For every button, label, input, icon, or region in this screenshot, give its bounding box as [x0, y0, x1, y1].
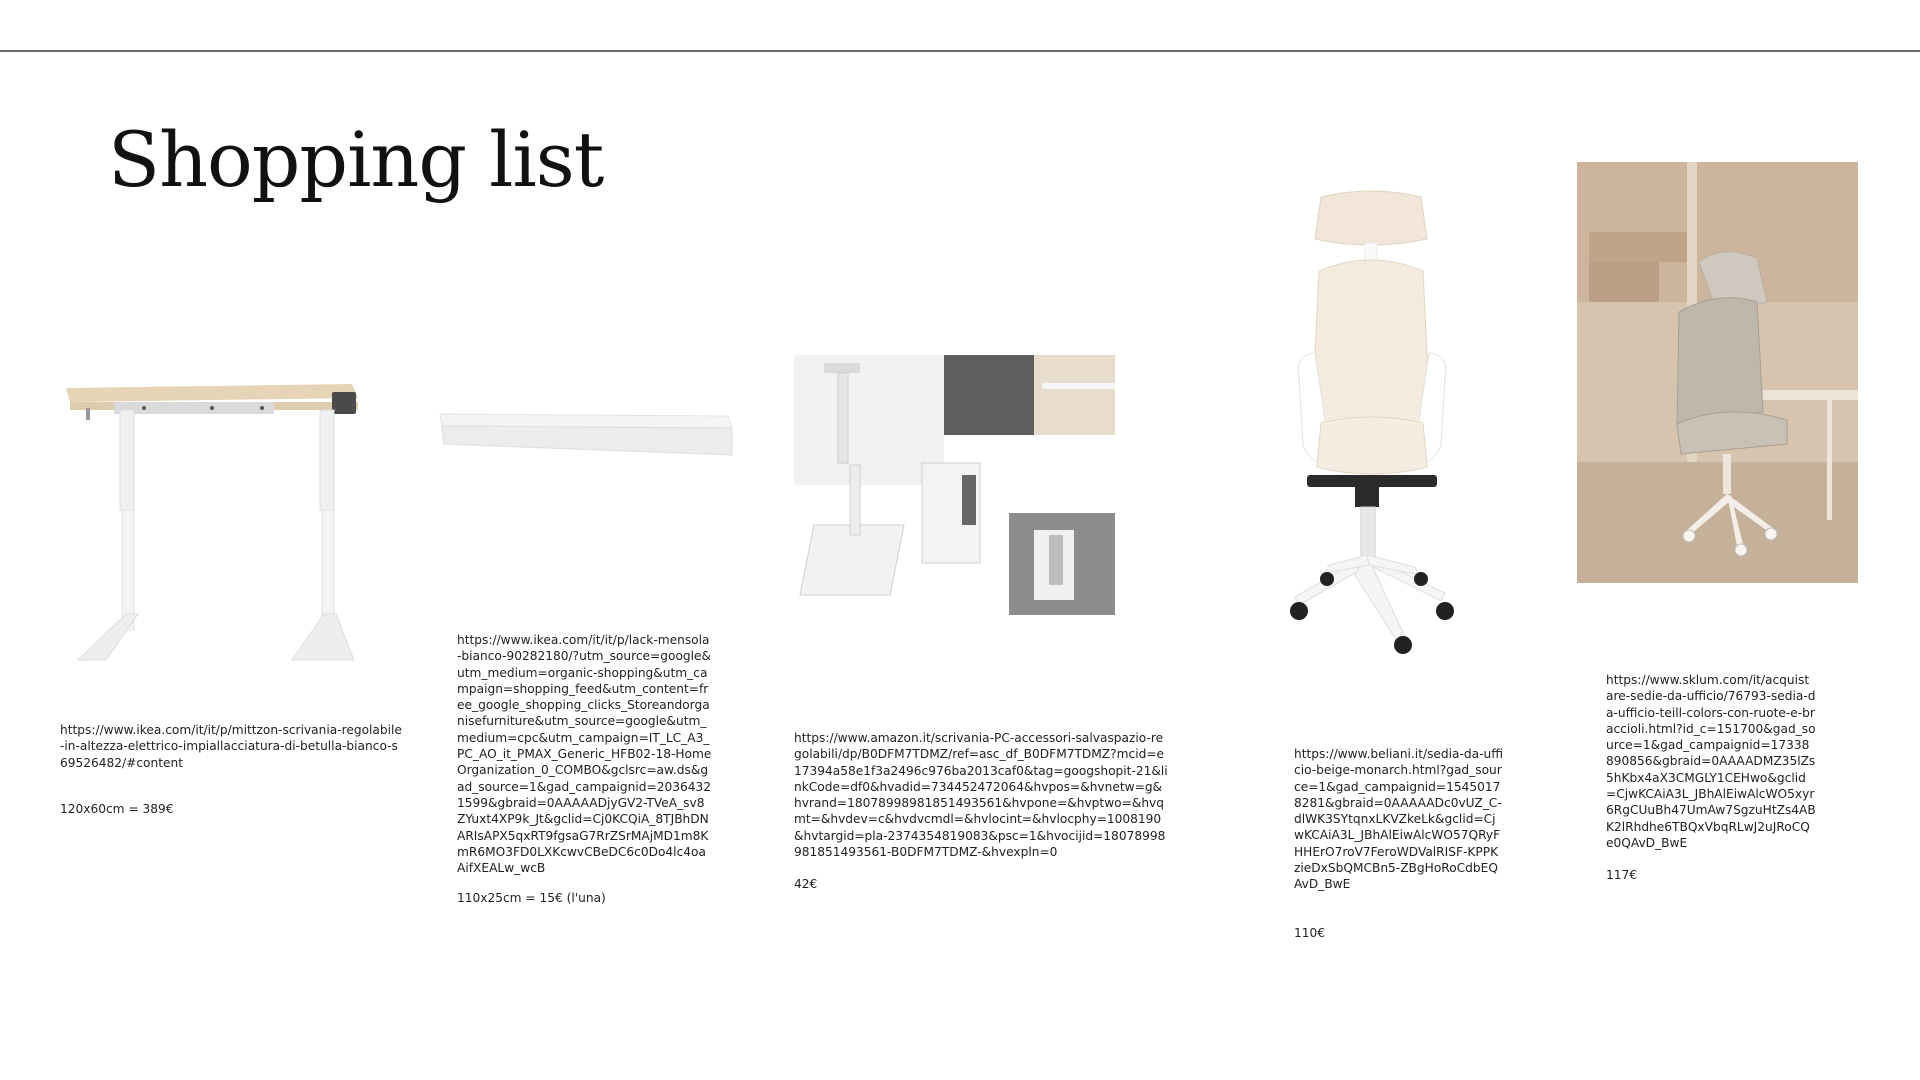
- sklum-chair-price: 117€: [1606, 868, 1638, 882]
- shelf-image: [438, 400, 734, 460]
- sklum-chair-image: [1577, 162, 1858, 583]
- beliani-chair-image: [1285, 185, 1515, 655]
- desk-image: [62, 376, 362, 666]
- shelf-price: 110x25cm = 15€ (l'una): [457, 891, 606, 905]
- beliani-chair-price: 110€: [1294, 926, 1326, 940]
- desk-price: 120x60cm = 389€: [60, 802, 174, 816]
- pc-holder-price: 42€: [794, 877, 818, 891]
- page-title: Shopping list: [108, 115, 604, 204]
- shelf-link[interactable]: https://www.ikea.com/it/it/p/lack-mensola-bianco-90282180/?utm_source=google&utm_medium=organic-shopping&utm_campaign=shopping_feed&utm_content=free_google_shopping_clicks_Storeandorganisefurniture&utm_source=google&utm_medium=cpc&utm_campaign=IT_LC_A3_PC_AO_it_PMAX_Generic_HFB02-18-HomeOrganization_0_COMBO&gclsrc=aw.ds&gad_source=1&gad_campaignid=20364321599&gbraid=0AAAAADjyGV2-TVeA_sv8ZYuxt4XP9k_Jt&gclid=Cj0KCQiA_8TJBhDNARIsAPX5qxRT9fgsaG7RrZSrMAjMD1m8KmR6MO3FD0LXKcwvCBeDC6c0Do4lc4oaAifXEALw_wcB: [457, 633, 712, 876]
- beliani-chair-link[interactable]: https://www.beliani.it/sedia-da-ufficio-beige-monarch.html?gad_source=1&gad_campaignid=15450178281&gbraid=0AAAAADc0vUZ_C-dlWK3SYtqnxLKVZkeLk&gclid=CjwKCAiA3L_JBhAlEiwAlcWO57QRyFHHErO7roV7FeroWDValRISF-KPPKzieDxSbQMCBn5-ZBgHoRoCdbEQAvD_BwE: [1294, 747, 1504, 892]
- pc-holder-link[interactable]: https://www.amazon.it/scrivania-PC-accessori-salvaspazio-regolabili/dp/B0DFM7TDMZ/ref=asc_df_B0DFM7TDMZ?mcid=e17394a58e1f3a2496c976ba2013caf0&tag=googshopit-21&linkCode=df0&hvadid=734452472064&hvpos=&hvnetw=g&hvrand=18078998981851493561&hvpone=&hvptwo=&hvqmt=&hvdev=c&hvdvcmdl=&hvlocint=&hvlocphy=1008190&hvtargid=pla-2374354819083&psc=1&hvocijid=18078998981851493561-B0DFM7TDMZ-&hvexpln=0: [794, 731, 1168, 860]
- sklum-chair-link[interactable]: https://www.sklum.com/it/acquistare-sedie-da-ufficio/76793-sedia-da-ufficio-teill-colors-con-ruote-e-braccioli.html?id_c=151700&gad_source=1&gad_campaignid=17338890856&gbraid=0AAAADMZ35lZs5hKbx4aX3CMGLY1CEHwo&gclid=CjwKCAiA3L_JBhAlEiwAlcWO5xyr6RgCUuBh47UmAw7SgzuHtZs4ABK2lRhdhe6TBQxVbqRLwJ2uJRoCQe0QAvD_BwE: [1606, 673, 1816, 850]
- top-divider: [0, 50, 1920, 52]
- pc-holder-image: [794, 355, 1115, 615]
- desk-link[interactable]: https://www.ikea.com/it/it/p/mittzon-scrivania-regolabile-in-altezza-elettrico-impiallacciatura-di-betulla-bianco-s69526482/#content: [60, 723, 402, 770]
